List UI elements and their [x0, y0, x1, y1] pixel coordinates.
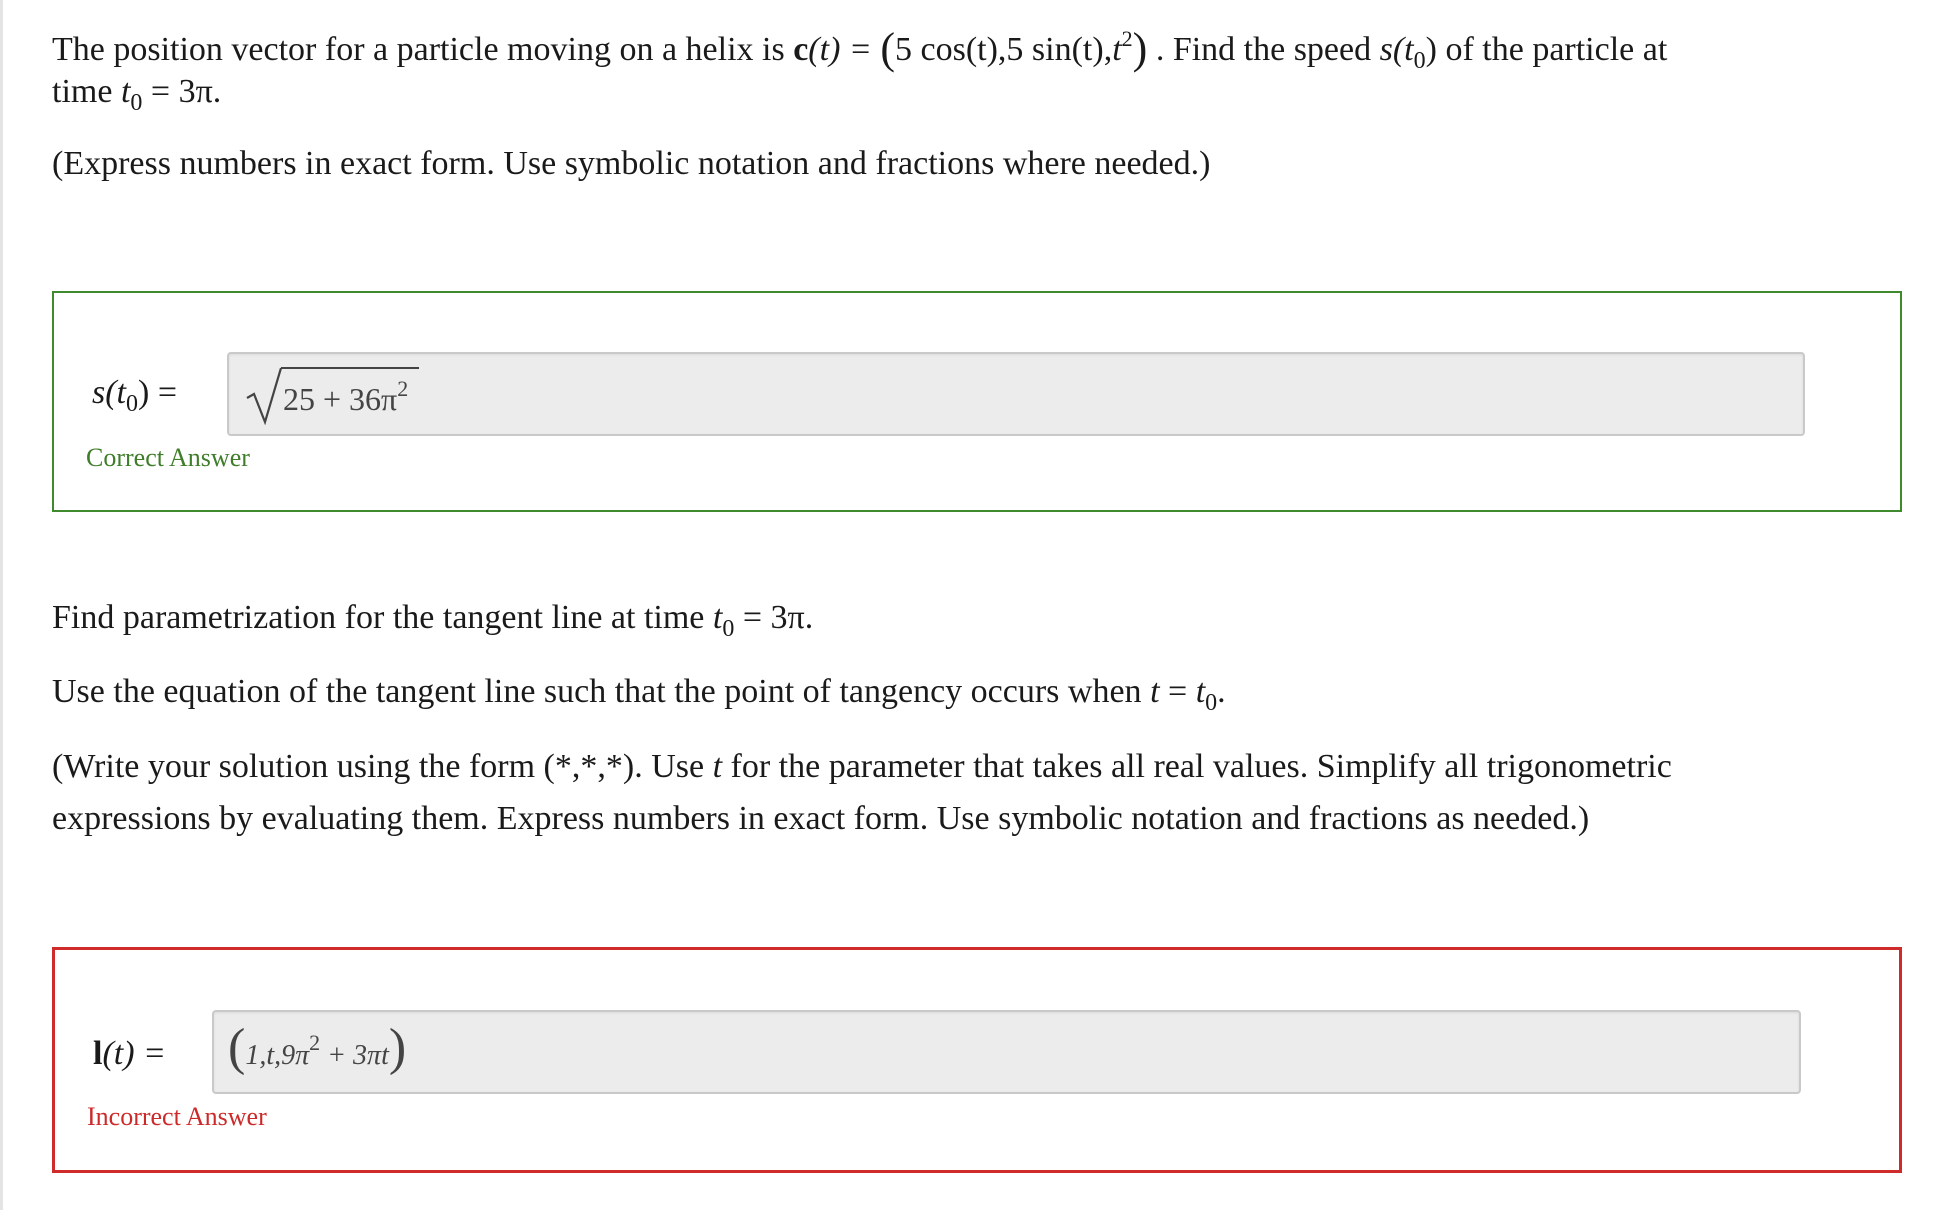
tangent-value-a: 1,t,9π: [245, 1040, 310, 1071]
left-border: [0, 0, 3, 1210]
part2-line3-b: for the parameter that takes all real values. Simplify all trigonometric: [730, 748, 1672, 785]
tangent-label: [93, 1034, 166, 1074]
speed-label: [92, 373, 177, 424]
part2-t-var: t: [712, 599, 723, 636]
time-word: time: [52, 73, 113, 110]
component-x: 5 cos(t),: [895, 31, 1007, 68]
part2-line1-text: Find parametrization for the tangent line at time: [52, 599, 705, 636]
status-correct: Correct Answer: [86, 443, 250, 472]
speed-subscript: 0: [1413, 48, 1426, 74]
part2-t-sub: 0: [722, 616, 735, 642]
part2-line2-end: .: [1217, 673, 1226, 710]
part2-line-1: [52, 592, 813, 655]
tangent-close-paren: ): [388, 1019, 407, 1076]
tangent-value-b: + 3πt: [320, 1040, 389, 1071]
component-z: t: [1112, 31, 1122, 68]
speed-input[interactable]: [227, 352, 1805, 436]
part2-line-4: expressions by evaluating them. Express numbers in exact form. Use symbolic notation and fractions as needed.): [52, 800, 1590, 837]
tangent-input[interactable]: [212, 1010, 1801, 1094]
part2-line2-t: t: [1150, 673, 1160, 710]
component-z-exponent: 2: [1121, 26, 1133, 51]
tangent-value-exponent: 2: [309, 1030, 321, 1055]
part2-line2-eq: =: [1168, 673, 1188, 710]
t-variable: t: [120, 73, 131, 110]
instruction-1: (Express numbers in exact form. Use symbolic notation and fractions where needed.): [52, 145, 1211, 182]
speed-function: s(t: [1379, 31, 1414, 68]
tangent-label-rest: (t) =: [102, 1035, 166, 1072]
open-paren: (: [880, 24, 895, 73]
sqrt-icon: [245, 364, 285, 426]
tangent-label-fn: l: [93, 1035, 103, 1072]
problem-line-1: [52, 13, 1667, 87]
speed-value-exponent: 2: [397, 376, 409, 401]
speed-label-fn: s(t: [92, 374, 126, 411]
tangent-value: [228, 1018, 406, 1077]
problem-line-2: [52, 66, 221, 129]
close-paren: ): [1132, 24, 1148, 73]
tangent-open-paren: (: [228, 1019, 246, 1076]
sqrt-overline: [281, 367, 419, 369]
vector-arg: (t) =: [808, 31, 872, 68]
t-value: = 3π.: [150, 73, 222, 110]
speed-intro-text: . Find the speed: [1155, 31, 1372, 68]
speed-label-sub: 0: [126, 391, 138, 417]
component-y: 5 sin(t),: [1006, 31, 1113, 68]
part2-line3-a: (Write your solution using the form (*,*,*). Use: [52, 748, 705, 785]
answer-box-speed: [52, 291, 1902, 512]
t-subscript: 0: [130, 90, 143, 116]
part2-line2-sub: 0: [1205, 690, 1218, 716]
part2-line3-t: t: [712, 748, 723, 785]
problem-intro-text: The position vector for a particle moving on a helix is: [52, 31, 785, 68]
part2-line-2: [52, 666, 1226, 729]
speed-value: [283, 376, 408, 418]
vector-name: c: [793, 31, 809, 68]
speed-close: ): [1425, 31, 1437, 68]
speed-label-rest: ) =: [138, 374, 177, 411]
status-incorrect: Incorrect Answer: [87, 1102, 267, 1131]
part2-line2-t0: t: [1195, 673, 1206, 710]
part2-line2-text: Use the equation of the tangent line such that the point of tangency occurs when: [52, 673, 1142, 710]
part2-line-3: [52, 741, 1672, 793]
speed-outro-text: of the particle at: [1445, 31, 1668, 68]
part2-t-value: = 3π.: [742, 599, 814, 636]
answer-box-tangent: [52, 947, 1902, 1173]
speed-value-text: 25 + 36π: [283, 381, 398, 417]
